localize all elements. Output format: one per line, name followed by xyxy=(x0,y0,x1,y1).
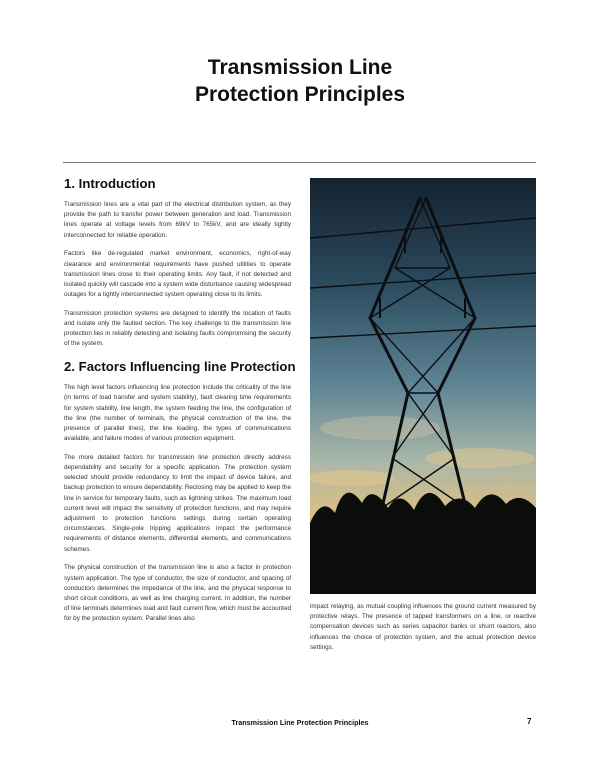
page-title xyxy=(0,54,600,108)
section-heading-introduction: 1. Introduction xyxy=(64,176,156,191)
footer-title: Transmission Line Protection Principles xyxy=(231,718,369,727)
title-divider xyxy=(63,162,536,163)
transmission-tower-image xyxy=(310,178,536,594)
section-heading-factors: 2. Factors Influencing line Protection xyxy=(64,359,296,375)
left-column xyxy=(64,175,296,633)
page-title-line-2: Protection Principles xyxy=(194,83,406,106)
page-title-line-1: Transmission Line xyxy=(207,56,393,79)
right-column xyxy=(310,602,536,662)
factors-paragraph-continued: impact relaying, as mutual coupling influences the ground current measured by protective relays. The presence of tapped transformers on a line, or reactive compensation devices such as series capacitor banks or shunt reactors, also influences the choice of protection system, and the actual protection device settings. xyxy=(310,603,536,651)
transmission-tower-photo xyxy=(310,178,536,594)
intro-paragraph: Transmission protection systems are designed to identify the location of faults and isolate only the faulted section. The key challenge to the transmission line protection lies in reliably detecting and isolating faults compromising the security of the system. xyxy=(64,309,291,348)
intro-paragraph: Factors like de-regulated market environment, economics, right-of-way clearance and environmental requirements have pushed utilities to operate transmission lines close to their operating limits. Any fault, if not detected and isolated quickly will cascade into a system wide disturbance causing widespread outages for a tightly interconnected system operating close to its limits. xyxy=(64,250,291,299)
factors-paragraph: The high level factors influencing line protection include the criticality of the line (in terms of load transfer and system stability), fault clearing time requirements for system stability, line length, the system feeding the line, the configuration of the line (the number of terminals, the physical construction of the line, the presence of parallel lines), the line loading, the types of communications available, and failure modes of various protection equipment. xyxy=(64,384,291,443)
factors-paragraph: The more detailed factors for transmission line protection directly address dependability and security for a specific application. The protection system selected should provide redundancy to limit the impact of device failure, and backup protection to ensure dependability. Reclosing may be applied to keep the line in service for temporary faults, such as lightning strikes. The maximum load current level will impact the sensitivity of protection functions, and may require adjustment to protection functions settings during certain operating circumstances. Single-pole tripping applications impact the performance requirements of distance elements, differential elements, and communications schemes. xyxy=(64,453,291,553)
page-number: 7 xyxy=(527,717,532,726)
factors-paragraph: The physical construction of the transmission line is also a factor in protection system application. The type of conductor, the size of conductor, and spacing of conductors determines the impedance of the line, and the physical response to short circuit conditions, as well as line charging current. In addition, the number of line terminals determines load and fault current flow, which must be accounted for by the protection system. Parallel lines also xyxy=(64,564,291,623)
intro-paragraph: Transmission lines are a vital part of the electrical distribution system, as they provide the path to transfer power between generation and load. Transmission lines operate at voltage levels from 69kV to 765kV, and are ideally tightly interconnected for reliable operation. xyxy=(64,201,291,239)
